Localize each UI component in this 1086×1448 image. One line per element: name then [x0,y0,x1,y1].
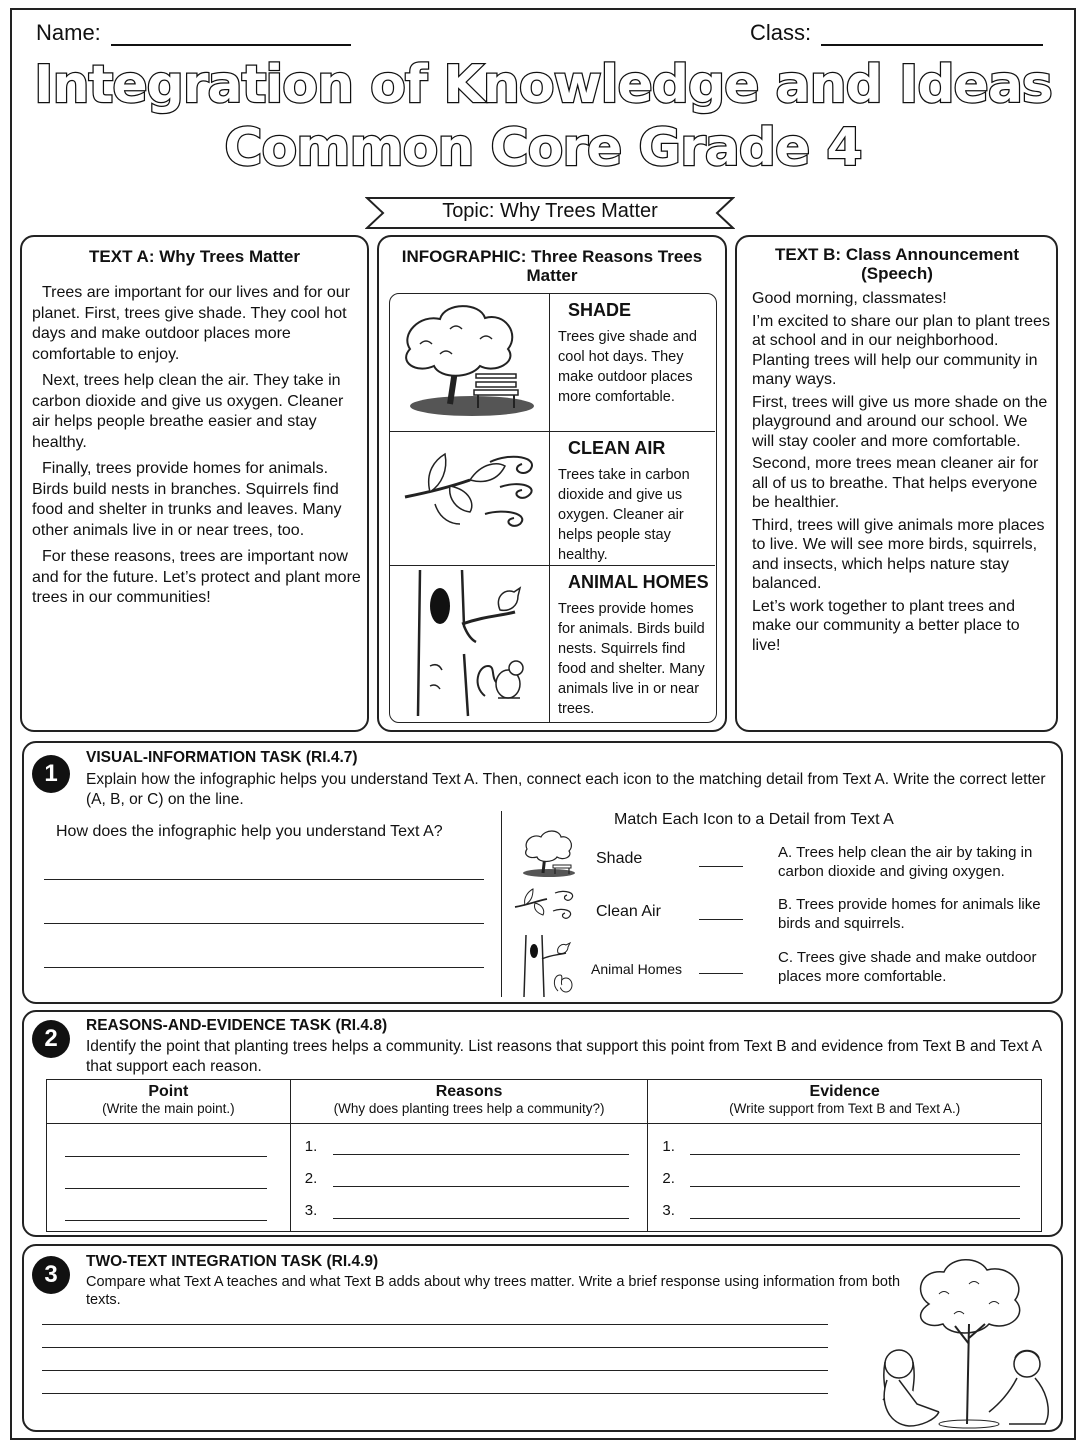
reason-line[interactable] [333,1186,629,1187]
column-header-evidence: Evidence (Write support from Text B and Text A.) [648,1080,1042,1124]
evidence-cell[interactable] [648,1124,1042,1232]
infographic-row-clean-air [390,432,715,566]
reason-line[interactable] [333,1154,629,1155]
evidence-number: 1. [662,1138,675,1155]
match-option-c: C. Trees give shade and make outdoor places more comfortable. [778,949,1037,985]
task3-title: TWO-TEXT INTEGRATION TASK (RI.4.9) [86,1253,379,1270]
response-line[interactable] [42,1393,828,1394]
infographic-heading: ANIMAL HOMES [568,572,709,592]
task2-panel [22,1010,1063,1237]
leaves-wind-icon [390,432,550,565]
text-a-paragraph: For these reasons, trees are important now and for the future. Let’s protect and plant more trees in our communities! [32,548,361,606]
text-b-paragraph: First, trees will give us more shade on the playground and around our school. We will stay cooler and more comfortable. [752,393,1048,450]
text-b-title: TEXT B: Class Announcement (Speech) [774,245,1019,283]
text-a-paragraph: Finally, trees provide homes for animals. Birds build nests in branches. Squirrels find food and shelter in trunks and leaves. Many other animals live in or near trees, too. [32,460,342,539]
infographic-body: Trees take in carbon dioxide and give us oxygen. Cleaner air helps people stay healthy. [558,467,690,563]
reasons-cell[interactable] [290,1124,648,1232]
infographic-row-animal-homes [390,566,715,722]
class-label: Class: [750,20,812,45]
evidence-line[interactable] [690,1186,1020,1187]
text-a-title: TEXT A: Why Trees Matter [89,247,300,266]
name-label: Name: [36,20,101,45]
infographic-title: INFOGRAPHIC: Three Reasons Trees Matter [401,247,703,285]
task2-description: Identify the point that planting trees helps a community. List reasons that support this point from Text B and evidence from Text B and Text A that support each reason. [86,1038,1042,1075]
text-a-paragraph: Trees are important for our lives and for our planet. First, trees give shade. They cool hot days and make outdoor places more comfortable to enjoy. [32,284,350,363]
answer-line[interactable] [44,967,484,968]
tree-bench-icon [390,294,550,431]
task1-question: How does the infographic help you understand Text A? [56,823,443,840]
column-header-point: Point (Write the main point.) [47,1080,291,1124]
task1-panel [22,741,1063,1004]
topic-text: Topic: Why Trees Matter [442,200,658,222]
response-line[interactable] [42,1324,828,1325]
match-label-clean-air: Clean Air [596,903,661,920]
answer-line[interactable] [44,923,484,924]
answer-line[interactable] [44,879,484,880]
point-line[interactable] [65,1156,267,1157]
match-label-shade: Shade [596,850,643,867]
task3-description: Compare what Text A teaches and what Text B adds about why trees matter. Write a brief response using information from both texts. [86,1274,901,1308]
match-answer-line[interactable] [699,973,743,974]
evidence-number: 2. [662,1170,675,1187]
leaves-wind-icon [511,885,579,925]
task1-title: VISUAL-INFORMATION TASK (RI.4.7) [86,749,358,766]
evidence-line[interactable] [690,1154,1020,1155]
infographic-body: Trees give shade and cool hot days. They make outdoor places more comfortable. [558,329,697,405]
tree-bird-squirrel-icon [514,933,578,999]
kids-planting-tree-icon [859,1254,1059,1430]
evidence-number: 3. [662,1202,675,1219]
point-cell[interactable] [47,1124,291,1232]
tree-bench-icon [519,829,579,879]
name-line[interactable] [111,26,351,46]
text-b-paragraph: Third, trees will give animals more places to live. We will see more birds, squirrels, and insects, which helps nature stay balanced. [752,516,1045,592]
reason-number: 1. [304,1138,318,1155]
infographic-body: Trees provide homes for animals. Birds build nests. Squirrels find food and shelter. Many animals live in or near trees. [558,601,705,717]
infographic-row-shade [390,294,715,432]
name-field[interactable] [36,20,351,46]
infographic-grid [389,293,717,723]
match-answer-line[interactable] [699,919,743,920]
reason-number: 2. [304,1170,318,1187]
task2-title: REASONS-AND-EVIDENCE TASK (RI.4.8) [86,1017,388,1034]
point-line[interactable] [65,1188,267,1189]
divider [501,811,502,997]
infographic-heading: SHADE [568,300,632,320]
infographic-heading: CLEAN AIR [568,438,666,458]
task3-number-badge: 3 [32,1256,70,1294]
text-b-paragraph: Good morning, classmates! [752,290,947,307]
text-b-panel [735,235,1058,732]
evidence-table [46,1079,1042,1232]
text-a-paragraph: Next, trees help clean the air. They take in carbon dioxide and give us oxygen. Cleaner air helps people breathe easier and stay healthy. [32,372,344,451]
text-b-paragraph: Second, more trees mean cleaner air for all of us to breathe. That helps everyone be healthier. [752,455,1039,511]
text-a-panel [20,235,369,732]
evidence-line[interactable] [690,1218,1020,1219]
text-b-paragraph: Let’s work together to plant trees and make our community a better place to live! [752,597,1020,654]
topic-banner [365,196,735,230]
text-b-paragraph: I’m excited to share our plan to plant trees at school and in our neighborhood. Planting trees will help our community in many ways. [752,312,1050,388]
match-option-a: A. Trees help clean the air by taking in carbon dioxide and giving oxygen. [778,844,1033,880]
task1-description: Explain how the infographic helps you understand Text A. Then, connect each icon to the matching detail from Text A. Write the correct letter (A, B, or C) on the line. [86,771,1046,808]
task1-number-badge: 1 [32,755,70,793]
response-line[interactable] [42,1370,828,1371]
worksheet-title-line1: Integration of Knowledge and Ideas [34,55,1052,115]
response-line[interactable] [42,1347,828,1348]
match-title: Match Each Icon to a Detail from Text A [614,811,894,828]
task2-number-badge: 2 [32,1020,70,1058]
match-label-animal-homes: Animal Homes [591,961,683,977]
class-field[interactable] [750,20,1043,46]
reason-line[interactable] [333,1218,629,1219]
worksheet-title-line2: Common Core Grade 4 [224,118,862,178]
column-header-reasons: Reasons (Why does planting trees help a community?) [290,1080,648,1124]
reason-number: 3. [304,1202,318,1219]
match-answer-line[interactable] [699,866,743,867]
class-line[interactable] [821,26,1043,46]
task3-panel [22,1244,1063,1432]
infographic-panel [377,235,727,732]
tree-bird-squirrel-icon [390,566,550,722]
match-option-b: B. Trees provide homes for animals like birds and squirrels. [778,896,1041,932]
point-line[interactable] [65,1220,267,1221]
